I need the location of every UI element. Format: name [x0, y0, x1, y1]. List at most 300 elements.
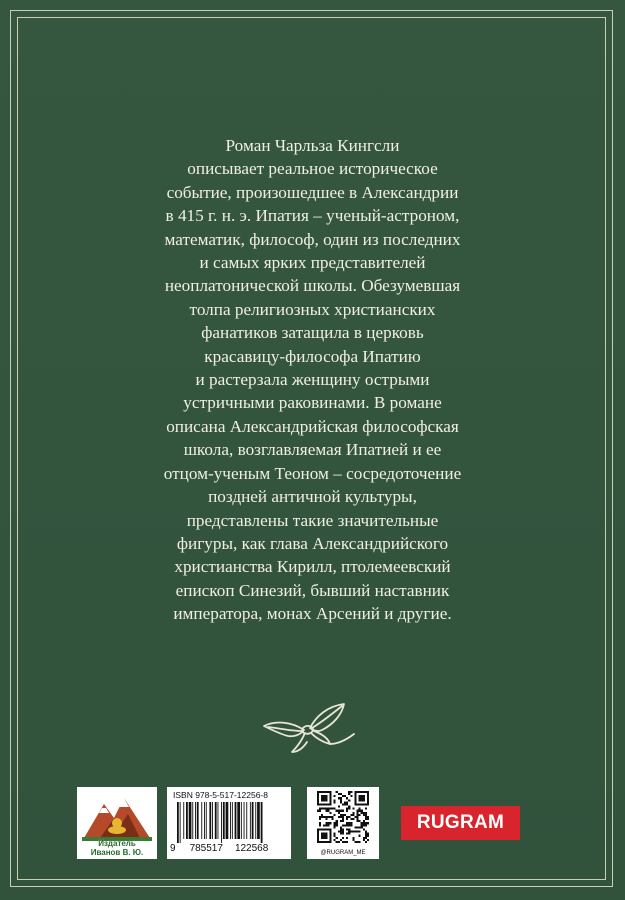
mountain-logo-icon — [80, 790, 154, 844]
qr-module — [367, 835, 369, 837]
qr-module — [325, 810, 327, 812]
qr-module — [361, 803, 363, 805]
qr-module — [354, 803, 356, 805]
qr-module — [367, 799, 369, 801]
qr-module — [342, 833, 344, 835]
qr-module — [338, 793, 340, 795]
qr-code-box — [307, 787, 379, 859]
qr-module — [357, 820, 359, 822]
barcode-digits — [170, 843, 288, 854]
qr-module — [321, 814, 323, 816]
qr-module — [357, 841, 359, 843]
qr-module — [348, 808, 350, 810]
qr-module — [367, 801, 369, 803]
qr-module — [342, 841, 344, 843]
qr-module — [361, 810, 363, 812]
description-line: красавицу-философа Ипатию — [204, 346, 421, 366]
qr-module — [321, 791, 323, 793]
qr-module — [361, 822, 363, 824]
qr-module — [363, 795, 365, 797]
qr-module — [357, 826, 359, 828]
qr-module — [325, 837, 327, 839]
qr-module — [321, 803, 323, 805]
qr-module — [321, 841, 323, 843]
qr-module — [323, 797, 325, 799]
qr-module — [367, 795, 369, 797]
qr-module — [346, 810, 348, 812]
qr-module — [359, 841, 361, 843]
qr-module — [361, 824, 363, 826]
qr-module — [346, 837, 348, 839]
qr-module — [348, 799, 350, 801]
description-line: представлены такие значительные — [186, 510, 439, 530]
qr-module — [329, 803, 331, 805]
qr-module — [359, 799, 361, 801]
qr-module — [317, 810, 319, 812]
qr-module — [327, 824, 329, 826]
qr-module — [319, 808, 321, 810]
qr-module — [348, 828, 350, 830]
qr-module — [323, 791, 325, 793]
qr-module — [325, 795, 327, 797]
qr-module — [338, 810, 340, 812]
barcode-bar — [209, 802, 211, 839]
qr-module — [359, 831, 361, 833]
qr-module — [323, 816, 325, 818]
barcode-bar — [195, 802, 196, 839]
qr-module — [346, 828, 348, 830]
qr-module — [344, 801, 346, 803]
qr-module — [346, 797, 348, 799]
barcode-digit-prefix: 9 — [170, 843, 176, 854]
qr-module — [346, 808, 348, 810]
qr-module — [317, 793, 319, 795]
qr-module — [350, 791, 352, 793]
qr-module — [367, 803, 369, 805]
qr-module — [334, 795, 336, 797]
qr-module — [359, 803, 361, 805]
description-line: толпа религиозных христианских — [189, 299, 436, 319]
qr-module — [367, 822, 369, 824]
qr-module — [323, 803, 325, 805]
ribbon-bow-ornament-icon — [258, 700, 366, 756]
qr-code-icon — [317, 791, 369, 843]
qr-module — [327, 828, 329, 830]
qr-module — [350, 822, 352, 824]
qr-module — [329, 835, 331, 837]
publisher-logo — [77, 787, 157, 859]
qr-module — [323, 833, 325, 835]
qr-module — [323, 837, 325, 839]
qr-module — [342, 803, 344, 805]
barcode-bar — [201, 802, 202, 839]
qr-module — [344, 841, 346, 843]
qr-module — [325, 816, 327, 818]
barcode-bar — [221, 802, 222, 843]
qr-module — [354, 831, 356, 833]
qr-module — [361, 826, 363, 828]
qr-module — [317, 835, 319, 837]
qr-module — [317, 831, 319, 833]
qr-module — [367, 797, 369, 799]
qr-module — [352, 814, 354, 816]
qr-module — [348, 793, 350, 795]
qr-module — [317, 833, 319, 835]
qr-module — [323, 799, 325, 801]
publisher-name: Издатель Иванов В. Ю. — [90, 839, 144, 857]
qr-module — [338, 831, 340, 833]
qr-module — [361, 795, 363, 797]
qr-module — [361, 791, 363, 793]
qr-module — [352, 831, 354, 833]
qr-module — [357, 814, 359, 816]
qr-module — [317, 795, 319, 797]
qr-module — [346, 801, 348, 803]
qr-module — [359, 797, 361, 799]
description-line: описывает реальное историческое — [187, 159, 438, 179]
qr-module — [336, 824, 338, 826]
qr-module — [340, 816, 342, 818]
qr-module — [359, 826, 361, 828]
qr-module — [325, 803, 327, 805]
qr-module — [329, 812, 331, 814]
qr-module — [352, 839, 354, 841]
qr-module — [338, 816, 340, 818]
qr-module — [329, 808, 331, 810]
qr-module — [363, 814, 365, 816]
qr-module — [325, 828, 327, 830]
qr-module — [319, 816, 321, 818]
qr-module — [336, 791, 338, 793]
book-description — [70, 134, 555, 626]
qr-module — [325, 791, 327, 793]
qr-module — [357, 812, 359, 814]
qr-module — [357, 831, 359, 833]
barcode-bar — [192, 802, 193, 839]
qr-module — [346, 803, 348, 805]
qr-module — [365, 841, 367, 843]
description-line: математик, философ, один из последних — [164, 229, 461, 249]
qr-module — [342, 810, 344, 812]
qr-module — [363, 803, 365, 805]
qr-module — [317, 841, 319, 843]
qr-module — [329, 841, 331, 843]
qr-module — [363, 791, 365, 793]
qr-module — [321, 828, 323, 830]
barcode-bar — [232, 802, 233, 839]
barcode-bar — [257, 802, 260, 839]
description-line: устричными раковинами. В романе — [183, 393, 442, 413]
qr-module — [342, 814, 344, 816]
description-line: фигуры, как глава Александрийского — [176, 533, 449, 553]
qr-module — [350, 824, 352, 826]
qr-module — [317, 799, 319, 801]
qr-module — [365, 822, 367, 824]
qr-module — [363, 828, 365, 830]
qr-module — [367, 793, 369, 795]
qr-module — [321, 799, 323, 801]
description-line: и самых ярких представителей — [199, 253, 426, 273]
description-line: епископ Синезий, бывший наставник — [175, 580, 450, 600]
qr-module — [325, 833, 327, 835]
qr-module — [319, 803, 321, 805]
qr-module — [323, 841, 325, 843]
description-line: событие, произошедшее в Александрии — [166, 182, 459, 202]
qr-module — [357, 816, 359, 818]
qr-module — [329, 828, 331, 830]
qr-module — [327, 816, 329, 818]
qr-module — [323, 795, 325, 797]
qr-module — [342, 831, 344, 833]
description-line: неоплатонической школы. Обезумевшая — [164, 276, 461, 296]
qr-module — [317, 803, 319, 805]
qr-module — [363, 839, 365, 841]
qr-module — [348, 806, 350, 808]
barcode-bar — [218, 802, 219, 839]
qr-module — [350, 831, 352, 833]
qr-module — [325, 822, 327, 824]
qr-module — [363, 822, 365, 824]
qr-module — [342, 816, 344, 818]
barcode-bar — [180, 802, 181, 843]
qr-module — [346, 824, 348, 826]
qr-module — [346, 841, 348, 843]
qr-module — [367, 791, 369, 793]
qr-module — [359, 810, 361, 812]
qr-module — [325, 841, 327, 843]
qr-module — [321, 795, 323, 797]
qr-module — [342, 795, 344, 797]
qr-module — [340, 810, 342, 812]
qr-module — [317, 828, 319, 830]
qr-module — [329, 839, 331, 841]
qr-module — [344, 803, 346, 805]
qr-module — [319, 791, 321, 793]
description-line: описана Александрийская философская — [166, 416, 459, 436]
qr-module — [340, 826, 342, 828]
qr-module — [321, 837, 323, 839]
qr-module — [321, 816, 323, 818]
barcode-bar — [189, 802, 192, 839]
qr-module — [367, 816, 369, 818]
barcode-digit-group-1: 785517 — [189, 843, 223, 854]
qr-module — [327, 841, 329, 843]
qr-module — [332, 818, 334, 820]
qr-module — [354, 795, 356, 797]
qr-module — [317, 801, 319, 803]
qr-module — [332, 816, 334, 818]
qr-module — [352, 837, 354, 839]
qr-module — [367, 818, 369, 820]
qr-module — [365, 812, 367, 814]
qr-module — [321, 797, 323, 799]
qr-module — [361, 797, 363, 799]
barcode-bar — [215, 802, 217, 839]
qr-module — [354, 801, 356, 803]
qr-module — [338, 797, 340, 799]
qr-module — [325, 818, 327, 820]
qr-module — [329, 799, 331, 801]
barcode-bar — [206, 802, 207, 839]
qr-module — [365, 803, 367, 805]
qr-module — [348, 791, 350, 793]
qr-module — [325, 799, 327, 801]
qr-module — [323, 835, 325, 837]
qr-module — [348, 831, 350, 833]
barcode-bar — [252, 802, 254, 839]
qr-module — [359, 820, 361, 822]
qr-module — [354, 793, 356, 795]
description-line: христианства Кирилл, птолемеевский — [174, 557, 451, 577]
barcode-bar — [230, 802, 231, 839]
barcode-bar — [246, 802, 247, 839]
description-line: в 415 г. н. э. Ипатия – ученый-астроном, — [165, 206, 460, 226]
qr-module — [319, 828, 321, 830]
qr-module — [321, 835, 323, 837]
qr-module — [334, 822, 336, 824]
qr-module — [327, 822, 329, 824]
barcode-bar — [237, 802, 240, 839]
qr-module — [359, 791, 361, 793]
description-line: фанатиков затащила в церковь — [201, 323, 424, 343]
barcode-bar — [226, 802, 229, 839]
qr-module — [338, 812, 340, 814]
qr-module — [346, 816, 348, 818]
qr-module — [352, 808, 354, 810]
qr-module — [367, 833, 369, 835]
qr-module — [327, 810, 329, 812]
barcode-bar — [204, 802, 205, 839]
qr-module — [319, 818, 321, 820]
qr-module — [329, 791, 331, 793]
qr-module — [329, 795, 331, 797]
barcode-bar — [244, 802, 245, 839]
qr-module — [329, 831, 331, 833]
qr-module — [338, 841, 340, 843]
qr-module — [344, 795, 346, 797]
barcode-digit-group-2: 122568 — [234, 843, 269, 854]
barcode-bar — [177, 802, 179, 843]
qr-module — [348, 822, 350, 824]
qr-module — [359, 814, 361, 816]
isbn-label: ISBN 978-5-517-12256-8 — [173, 790, 268, 800]
qr-module — [323, 828, 325, 830]
barcode-bar — [223, 802, 225, 839]
qr-module — [367, 839, 369, 841]
qr-module — [334, 839, 336, 841]
qr-module — [321, 833, 323, 835]
qr-module — [342, 820, 344, 822]
qr-module — [348, 833, 350, 835]
qr-module — [365, 816, 367, 818]
qr-module — [317, 791, 319, 793]
qr-module — [354, 816, 356, 818]
qr-module — [319, 810, 321, 812]
qr-module — [325, 824, 327, 826]
qr-module — [365, 818, 367, 820]
qr-module — [365, 837, 367, 839]
barcode-bar — [197, 802, 199, 839]
qr-module — [342, 818, 344, 820]
qr-module — [327, 803, 329, 805]
qr-module — [361, 812, 363, 814]
qr-module — [363, 824, 365, 826]
qr-module — [359, 795, 361, 797]
qr-module — [319, 824, 321, 826]
qr-module — [338, 806, 340, 808]
qr-module — [346, 822, 348, 824]
barcode-bar — [186, 802, 188, 839]
qr-module — [363, 820, 365, 822]
qr-module — [334, 826, 336, 828]
qr-module — [365, 824, 367, 826]
qr-module — [354, 797, 356, 799]
qr-module — [325, 808, 327, 810]
description-line: и растерзала женщину острыми — [195, 370, 430, 390]
qr-module — [336, 810, 338, 812]
qr-module — [350, 814, 352, 816]
qr-module — [361, 799, 363, 801]
qr-module — [352, 812, 354, 814]
qr-module — [334, 808, 336, 810]
qr-module — [317, 837, 319, 839]
rugram-logo: RUGRAM — [401, 806, 520, 840]
qr-module — [352, 818, 354, 820]
barcode-bar — [235, 802, 237, 839]
qr-module — [340, 797, 342, 799]
qr-module — [363, 837, 365, 839]
qr-module — [348, 816, 350, 818]
qr-module — [365, 835, 367, 837]
qr-module — [354, 799, 356, 801]
qr-module — [329, 837, 331, 839]
qr-module — [334, 833, 336, 835]
qr-module — [357, 818, 359, 820]
qr-module — [365, 808, 367, 810]
qr-module — [327, 791, 329, 793]
qr-module — [323, 824, 325, 826]
qr-module — [336, 837, 338, 839]
barcode-bar — [250, 802, 251, 839]
barcode-bar — [261, 802, 263, 843]
qr-module — [363, 797, 365, 799]
qr-module — [340, 833, 342, 835]
description-line: императора, монах Арсений и другие. — [173, 604, 452, 624]
qr-module — [329, 816, 331, 818]
description-line: отцом-ученым Теоном – сосредоточение — [163, 463, 462, 483]
qr-module — [329, 797, 331, 799]
qr-module — [340, 828, 342, 830]
barcode-bar — [212, 802, 213, 839]
qr-module — [359, 808, 361, 810]
isbn-barcode — [167, 787, 291, 859]
barcode-bar — [183, 802, 184, 839]
qr-module — [363, 812, 365, 814]
qr-module — [340, 799, 342, 801]
qr-module — [359, 835, 361, 837]
description-line: поздней античной культуры, — [208, 487, 417, 507]
qr-module — [346, 818, 348, 820]
qr-module — [350, 818, 352, 820]
qr-caption: @RUGRAM_ME — [320, 850, 366, 856]
qr-module — [357, 810, 359, 812]
qr-module — [334, 799, 336, 801]
qr-module — [365, 791, 367, 793]
qr-module — [317, 839, 319, 841]
description-line: школа, возглавляемая Ипатией и ее — [183, 440, 442, 460]
barcode-bar — [241, 802, 242, 839]
qr-module — [357, 791, 359, 793]
